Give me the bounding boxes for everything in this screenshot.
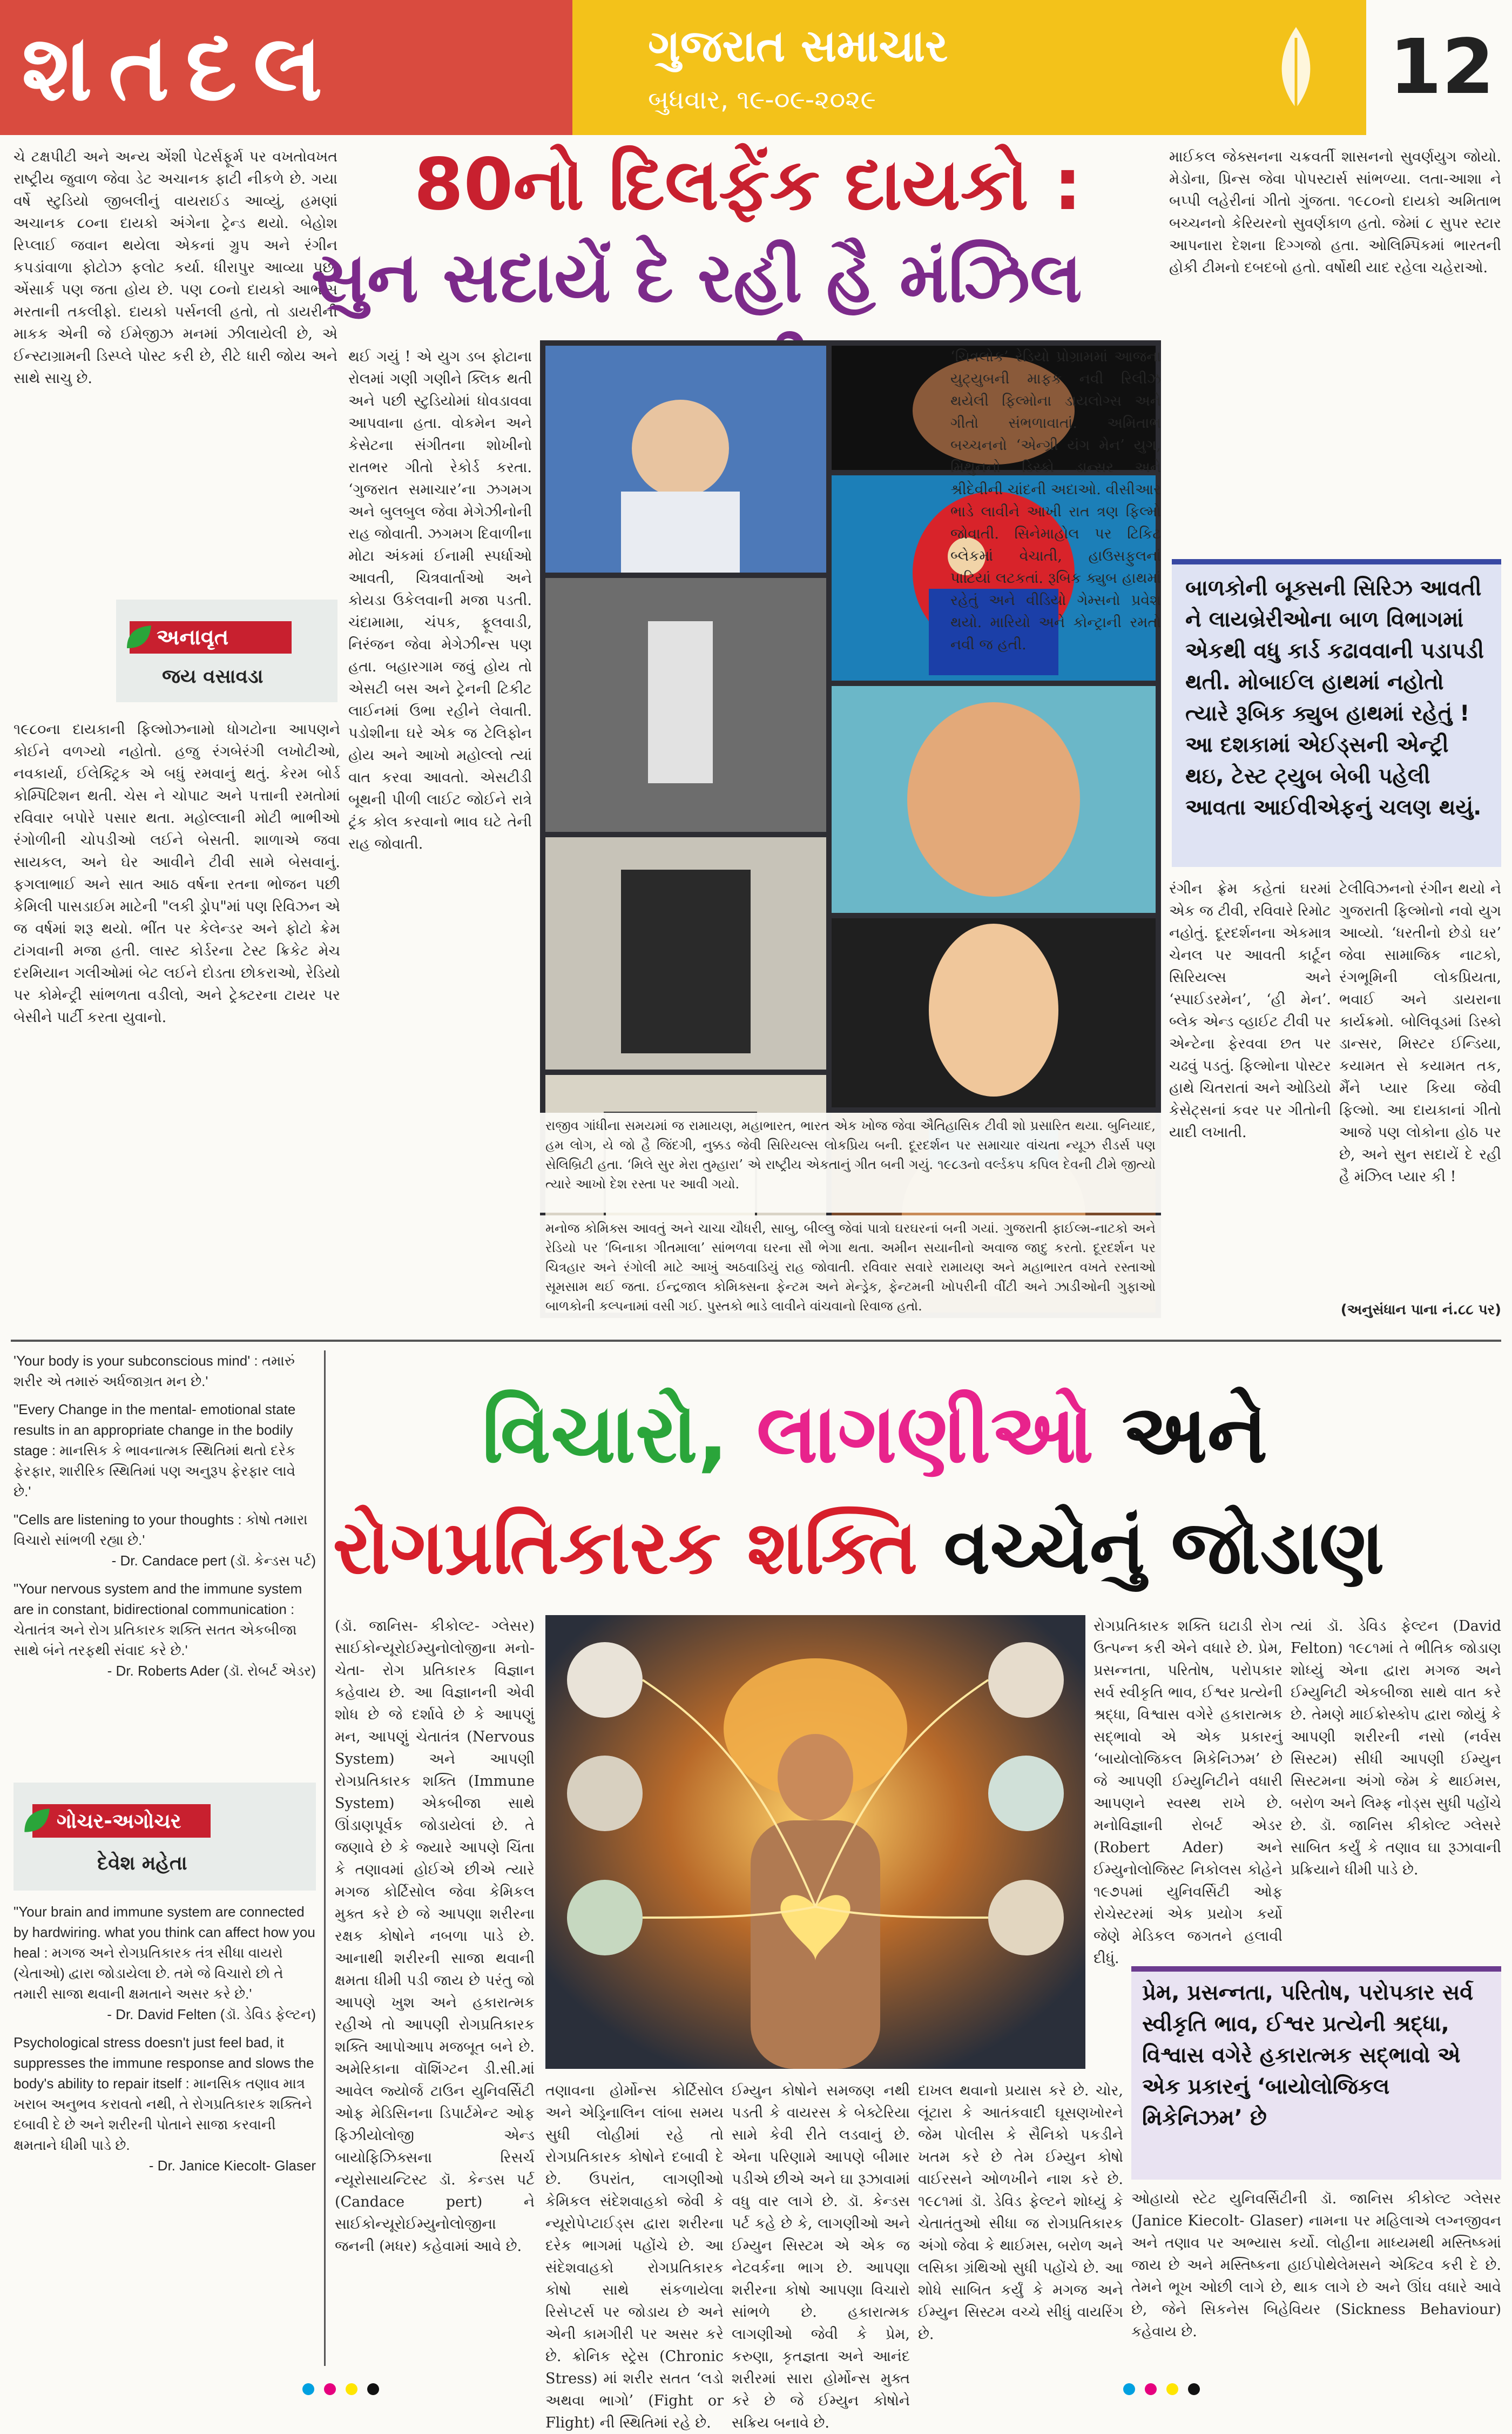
- quote-4: "Your nervous system and the immune system are in constant, bidirectional communication : ચેતાતંત્ર અને રોગ પ્રતિકારક શક્તિ સતત એકબીજા સાથે બંને તરફથી સંવાદ કરે છે.': [14, 1581, 302, 1658]
- black-dot: [367, 2383, 379, 2395]
- article1-col6-bottom: રંગીન ફ્રેમ કહેતાં ઘરમાં એક જ ટીવી, રવિવારે રિમોટ નહોતું. દૂરદર્શનના એકમાત્ર ચેનલ પર આવતી કાર્ટૂન સિરિયલ્સ અને ‘સ્પાઈડરમેન’, ‘હી મેન’. બ્લેક એન્ડ વ્હાઈટ ટીવી પર એન્ટેના ફેરવવા છત પર ચઢવું પડતું. ફિલ્મોના પોસ્ટર હાથે ચિતરાતાં અને ઓડિયો કેસેટ્સનાં કવર પર ગીતોની યાદી લખાતી.: [1169, 880, 1331, 1141]
- article2-col8: ઓહાયો સ્ટેટ યુનિવર્સિટીની ડૉ. જાનિસ કીકોલ્ટ ગ્લેસર (Janice Kiecolt- Glaser) નામના પર મહિલાએ લગ્નજીવન અને તણાવ પર અભ્યાસ કર્યો. લોહીના માધ્યમથી મસ્તિષ્કમાં જાય છે અને મસ્તિષ્કના હાઈપોથેલેમસને એક્ટિવ કરી દે છે. તેમને ભૂખ ઓછી લાગે છે, થાક લાગે છે અને ઊંઘ વધારે આવે છે, જેને સિકનેસ બિહેવિયર (Sickness Behaviour) કહેવાય છે.: [1131, 2190, 1501, 2340]
- quote-5-author: - Dr. David Felten (ડૉ. ડેવિડ ફેલ્ટન): [107, 2006, 316, 2022]
- quote-3: "Cells are listening to your thoughts : કોષો તમારા વિચારો સાંભળી રહ્યા છે.': [14, 1511, 308, 1548]
- cyan-dot-2: [1123, 2383, 1135, 2395]
- brain-illustration-graphic: [545, 1615, 1085, 2069]
- column-label: અનાવૃત: [157, 625, 229, 650]
- article1-col1-lead: [14, 465, 343, 573]
- issue-date: બુધવાર, ૧૯-૦૯-૨૦૨૯: [648, 85, 876, 115]
- article1-col2: થઈ ગયું ! એ યુગ ડબ ફોટાના રોલમાં ગણી ગણીને ક્લિક થતી અને પછી સ્ટુડિયોમાં ધોવડાવવા આપવાના હતા. વોકમેન અને કેસેટના સંગીતના શોખીનો રાતભર ગીતો રેકોર્ડ કરતા. ‘ગુજરાત સમાચાર’ના ઝગમગ અને બુલબુલ જેવા મેગેઝીનોની રાહ જોવાતી. ઝગમગ દિવાળીના મોટા અંકમાં ઈનામી સ્પર્ધાઓ આવતી, ચિત્રવાર્તાઓ અને કોયડા ઉકેલવાની મજા પડતી. ચંદામામા, ચંપક, ફૂલવાડી, નિરંજન જેવા મેગેઝીન્સ પણ હતા. બહારગામ જવું હોય તો એસટી બસ અને ટ્રેનની ટિકીટ લાઈનમાં ઉભા રહીને લેવાતી. પડોશીના ઘરે એક જ ટેલિફોન હોય અને આખો મહોલ્લો ત્યાં વાત કરવા આવતો. એસટીડી બૂથની પીળી લાઈટ જોઈને રાત્રે ટ્રંક કોલ કરવાનો ભાવ ઘટે તેની રાહ જોવાતી.: [348, 348, 532, 852]
- article1-col5: રાજીવ ગાંધીના સમયમાં જ રામાયણ, મહાભારત, ભારત એક ખોજ જેવા ઐતિહાસિક ટીવી શો પ્રસારિત થયા. બુનિયાદ, હમ લોગ, યે જો હૈ જિંદગી, નુક્કડ જેવી સિરિયલ્સ લોકપ્રિય બની. દૂરદર્શન પર સમાચાર વાંચતા ન્યૂઝ રીડર્સ પણ સેલિબ્રિટી હતા. ‘મિલે સુર મેરા તુમ્હારા’ એ રાષ્ટ્રીય એકતાનું ગીત બની ગયું. ૧૯૮૩નો વર્લ્ડકપ કપિલ દેવની ટીમે જીત્યો ત્યારે આખો દેશ રસ્તા પર આવી ગયો.: [540, 1113, 1161, 1213]
- section-logo: શતદલ: [22, 14, 339, 122]
- quote-1: 'Your body is your subconscious mind' : તમારું શરીર એ તમારું અર્ધજાગ્રત મન છે.': [14, 1353, 295, 1389]
- article2-col5: દાખલ થવાનો પ્રયાસ કરે છે. ચોર, લૂંટારા કે આતંકવાદી ઘૂસણખોરને જેમ પોલીસ કે સૈનિકો પકડીને ખતમ કરે છે તેમ ઈમ્યુન કોષો વાઈરસને ઓળખીને નાશ કરે છે. ૧૯૮૧માં ડૉ. ડેવિડ ફેલ્ટને શોધ્યું કે ચેતાતંતુઓ સીધા જ રોગપ્રતિકારક અંગો જેવા કે થાઈમસ, બરોળ અને લસિકા ગ્રંથિઓ સુધી પહોંચે છે. આ શોધે સાબિત કર્યું કે મગજ અને ઈમ્યુન સિસ્ટમ વચ્ચે સીધું વાયરિંગ છે.: [918, 2082, 1123, 2343]
- author-name: જય વસાવડા: [162, 665, 264, 688]
- article2-col4: ઈમ્યુન કોષોને સમજણ નથી પડતી કે વાયરસ કે બેક્ટેરિયા સામે કેવી રીતે લડવાનું છે. એના પરિણામે આપણે બીમાર પડીએ છીએ અને ઘા રૂઝાવામાં વધુ વાર લાગે છે. ડૉ. કેન્ડસ પર્ટ કહે છે કે, લાગણીઓ અને ઈમ્યુન સિસ્ટમ એ એક જ નેટવર્કના ભાગ છે. આપણા શરીરના કોષો આપણા વિચારો સાંભળે છે. હકારાત્મક લાગણીઓ જેવી કે પ્રેમ, કરુણા, કૃતજ્ઞતા અને આનંદ શરીરમાં સારા હોર્મોન્સ મુક્ત કરે છે જે ઈમ્યુન કોષોને સક્રિય બનાવે છે.: [732, 2082, 910, 2431]
- quotes-block-2: [14, 1901, 316, 2371]
- brain-immunity-illustration: [545, 1615, 1085, 2069]
- section-divider: [11, 1340, 1501, 1342]
- page-number: 12: [1389, 23, 1495, 111]
- feather-icon: [1258, 22, 1334, 113]
- article1-intro: ચે ટક્ષપીટી અને અન્ય એંશી પેટર્સફૂર્મ પર વખતોવખત રાષ્ટ્રીય જુવાળ જેવા ડેટ અચાનક ફાટી નીકળે છે. ગયા વર્ષે સ્ટુડિયો જીબલીનું વાયરાઈડ આવ્યું, હમણાં અચાનક ૮૦ના દાયકો અંગેના ટ્રેન્ડ થયો. બેહોશ રિપ્લાઈ જવાન થયેલા એકનાં ગ્રુપ અને રંગીન કપડાંવાળા ફોટોઝ ફલોટ કર્યા. ધીરાપુર આવ્યા પછા એંસાર્ક પણ જતા હોય છે. પણ ૮૦નો દાયકો આભાસ મરતાની તકલીફો. દાયકો પર્સનલી હતો, તો ડાયરીની માકક એની જે ઈમેજીઝ મનમાં ઝીલાયેલી છે, એ ઈન્સ્ટાગ્રામની ડિસ્પ્લે પોસ્ટ કરી છે, રીટે ધારી જોય અને સાથે સાચુ છે.: [14, 149, 338, 387]
- article2-callout: પ્રેમ, પ્રસન્નતા, પરિતોષ, પરોપકાર સર્વ સ્વીકૃતિ ભાવ, ઈશ્વર પ્રત્યેની શ્રદ્ધા, વિશ્વાસ વગેરે હકારાત્મક સદ્ભાવો એ એક પ્રકારનું ‘બાયોલોજિકલ મિકેનિઝમ’ છે: [1142, 1980, 1474, 2130]
- headline-word-and: અને: [1122, 1387, 1268, 1481]
- column-label-2: ગોચર-અગોચર: [57, 1809, 181, 1833]
- headline-word-emotions: લાગણીઓ: [756, 1387, 1094, 1481]
- magenta-dot: [324, 2383, 336, 2395]
- yellow-dot: [346, 2383, 357, 2395]
- article1-callout: બાળકોની બૂક્સની સિરિઝ આવતી ને લાયબ્રેરીઓના બાળ વિભાગમાં એકથી વધુ કાર્ડ કઢાવવાની પડાપડી થતી. મોબાઈલ હાથમાં નહોતો ત્યારે રૂબિક ક્યુબ હાથમાં રહેતું ! આ દશકામાં એઈડ્સની એન્ટ્રી થઇ, ટેસ્ટ ટ્યુબ બેબી પહેલી આવતા આઈવીએફનું ચલણ થયું.: [1185, 576, 1484, 820]
- article2-col7: ત્યાં ડૉ. ડેવિડ ફેલ્ટન (David Felton) ૧૯૮૧માં તે ભીતિક જોડાણ શોધ્યું એના દ્વારા મગજ અને ઈમ્યુનિટી એકબીજા સાથે વાત કરે છે. તેમણે માઈક્રોસ્કોપ દ્વારા જોયું કે આપણી શરીરની નસો (નર્વસ સિસ્ટમ) સીધી આપણી ઈમ્યુન સિસ્ટમના અંગો જેમ કે થાઈમસ, બરોળ અને લિમ્ફ નોડ્સ સુધી પહોંચે છે. ડૉ. જાનિસ કીકોલ્ટ ગ્લેસરે સાબિત કર્યું કે તણાવ ઘા રૂઝાવાની પ્રક્રિયાને ધીમી પાડે છે.: [1291, 1618, 1501, 1878]
- quote-3-author: - Dr. Candace pert (ડૉ. કેન્ડસ પર્ટ): [111, 1552, 316, 1569]
- article2-col6: રોગપ્રતિકારક શક્તિ ઘટાડી રોગ ઉત્પન્ન કરી એને વધારે છે. પ્રેમ, પ્રસન્નતા, પરિતોષ, પરોપકાર સર્વ સ્વીકૃતિ ભાવ, ઈશ્વર પ્રત્યેની શ્રદ્ધા, વિશ્વાસ વગેરે હકારાત્મક સદ્ભાવો એ એક પ્રકારનું ‘બાયોલોજિકલ મિકેનિઝમ’ છે જે આપણી ઈમ્યુનિટીને વધારી આપણને સ્વસ્થ રાખે છે. મનોવિજ્ઞાની રોબર્ટ એડર (Robert Ader) અને ઈમ્યુનોલોજિસ્ટ નિકોલસ કોહેને ૧૯૭૫માં યુનિવર્સિટી ઓફ રોચેસ્ટરમાં એક પ્રયોગ કર્યો જેણે મેડિકલ જગતને હલાવી દીધું.: [1094, 1618, 1282, 1967]
- article1-col7: ટેલીવિઝનનો રંગીન થયો ને ગુજરાતી ફિલ્મોનો નવો યુગ આવ્યો. ‘ધરતીનો છેડો ઘર’ જેવા સામાજિક નાટકો, રંગભૂમિની લોકપ્રિયતા, ભવાઈ અને ડાયરાના કાર્યક્રમો. બોલિવૂડમાં ડિસ્કો ડાન્સર, મિસ્ટર ઈન્ડિયા, કયામત સે કયામત તક, મૈંને પ્યાર કિયા જેવી ફિલ્મો. આ દાયકાનાં ગીતો આજે પણ લોકોના હોઠ પર છે, અને સુન સદાયેં દે રહી હૈ મંઝિલ પ્યાર કી !: [1339, 880, 1501, 1185]
- article1-headline-line2: સુન સદાયેં દે રહી હૈ મંઝિલ: [311, 238, 1082, 318]
- continue-note: (અનુસંધાન પાના નં.૮૮ પર): [1340, 1302, 1501, 1318]
- article1-col1: ૧૯૮૦ના દાયકાની ફિલ્મોઝનામો ધોગટોના આપણને કોઈને વળગ્યો નહોતો. હજુ રંગબેરંગી લખોટીઓ, નવકાર્યા, ઈલેક્ટ્રિક એ બધું રમવાનું થતું. કેરમ બોર્ડ કોમ્પિટિશન થતી. ચેસ ને ચોપાટ અને પત્તાની રમતોમાં રવિવાર બપોરે પસાર થતા. મહોલ્લાની મોટી ભાભીઓ રંગોળીની ચોપડીઓ લઈને બેસતી. શાળાએ જવા સાયકલ, અને ઘેર આવીને ટીવી સામે બેસવાનું. ફગલાભાઈ અને સાત આઠ વર્ષના રતના ભોજન પછી કેમિલી પાસડાઈમ માટેની "લકી ડ્રોપ"માં પણ રિવિઝન એ જ વર્ષમાં શરૂ થયો. ભીંત પર કેલેન્ડર અને ફોટો ક્રેમ ટાંગવાની મજા હતી. લાસ્ટ કોર્ડરના ટેસ્ટ ક્રિકેટ મેચ દરમિયાન ગલીઓમાં બેટ લઈને દોડતા છોકરાઓ, રેડિયો પર કોમેન્ટ્રી સાંભળતા વડીલો, અને ટ્રેક્ટરના ટાયર પર બેસીને પાર્ટી કરતા યુવાનો.: [14, 721, 340, 1026]
- magenta-dot-2: [1145, 2383, 1157, 2395]
- article2-headline-row2: [216, 1491, 1501, 1604]
- article2-headline-row1: [335, 1380, 1415, 1488]
- headline-word-thoughts: વિચારો,: [482, 1387, 728, 1481]
- quote-4-author: - Dr. Roberts Ader (ડૉ. રોબર્ટ એડર): [107, 1663, 316, 1679]
- quote-5: "Your brain and immune system are connected by hardwiring. what you think can affect how you heal : મગજ અને રોગપ્રતિકારક તંત્ર સીધા વાયરો (ચેતાઓ) દ્વારા જોડાયેલા છે. તમે જે વિચારો છો તે તમારી સાજા થવાની ક્ષમતાને અસર કરે છે.': [14, 1904, 315, 2002]
- article1-col4: ‘ચિત્રલોક’ રેડિયો પ્રોગ્રામમાં આજના યુટ્યુબની માફક નવી રિલીઝ થયેલી ફિલ્મોના ડાયલોગ્સ અને ગીતો સંભળાવાતાં. અમિતાભ બચ્ચનનો ‘એન્ગ્રી યંગ મેન’ યુગ, મિથુનનો ડિસ્કો ડાન્સર અને શ્રીદેવીની ચાંદની અદાઓ. વીસીઆર ભાડે લાવીને આખી રાત ત્રણ ફિલ્મો જોવાતી. સિનેમાહોલ પર ટિકિટ બ્લેકમાં વેચાતી, હાઉસફુલનાં પાટિયાં લટકતાં. રૂબિક ક્યુબ હાથમાં રહેતું અને વીડિયો ગેમ્સનો પ્રવેશ થયો. મારિયો અને કોન્ટ્રાની રમતો નવી જ હતી.: [950, 348, 1161, 653]
- article1-headline-line1: 80નો દિલફેંક દાયકો :: [414, 143, 1082, 226]
- quote-6: Psychological stress doesn't just feel bad, it suppresses the immune response and slows the body's ability to repair itself : માનસિક તણાવ માત્ર ખરાબ અનુભવ કરાવતો નથી, તે રોગપ્રતિકારક શક્તિને દબાવી દે છે અને શરીરની પોતાને સાજા કરવાની ક્ષમતાને ધીમી પાડે છે.: [14, 2034, 314, 2153]
- article2-col2: (ડૉ. જાનિસ- કીકોલ્ટ- ગ્લેસર) સાઈકોન્યૂરોઈમ્યુનોલોજીના મનો-ચેતા- રોગ પ્રતિકારક વિજ્ઞાન કહેવાય છે. આ વિજ્ઞાનની એવી શોધ છે જે દર્શાવે છે કે આપણું મન, આપણું ચેતાતંત્ર (Nervous System) અને આપણી રોગપ્રતિકારક શક્તિ (Immune System) એકબીજા સાથે ઊંડાણપૂર્વક જોડાયેલાં છે. તે જણાવે છે કે જ્યારે આપણે ચિંતા કે તણાવમાં હોઈએ છીએ ત્યારે મગજ કોર્ટિસોલ જેવા કેમિકલ મુક્ત કરે છે જે આપણા શરીરના રક્ષક કોષોને નબળા પાડે છે. આનાથી શરીરની સાજા થવાની ક્ષમતા ધીમી પડી જાય છે પરંતુ જો આપણે ખુશ અને હકારાત્મક રહીએ તો આપણી રોગપ્રતિકારક શક્તિ આપોઆપ મજબૂત બને છે. અમેરિકાના વૉશિંગ્ટન ડી.સી.માં આવેલ જ્યોર્જ ટાઉન યુનિવર્સિટી ઓફ મેડિસિનના ડિપાર્ટમેન્ટ ઓફ ફિઝીયોલોજી એન્ડ બાયોફિઝિક્સના રિસર્ચ ન્યૂરોસાયન્ટિસ્ટ ડૉ. કેન્ડસ પર્ટ (Candace pert) ને સાઈકોન્યૂરોઈમ્યુનોલોજીના જનની (મધર) કહેવામાં આવે છે.: [335, 1618, 535, 2255]
- article2-col3: તણાવના હોર્મોન્સ કોર્ટિસોલ અને એડ્રિનાલિન લાંબા સમય સુધી લોહીમાં રહે તો રોગપ્રતિકારક કોષોને દબાવી દે છે. ઉપરાંત, લાગણીઓ કેમિકલ સંદેશવાહકો જેવી કે ન્યૂરોપેપ્ટાઈડ્સ દ્વારા શરીરના દરેક ભાગમાં પહોંચે છે. આ સંદેશવાહકો રોગપ્રતિકારક કોષો સાથે સંકળાયેલા રિસેપ્ટર્સ પર જોડાય છે અને એની કામગીરી પર અસર કરે છે. ક્રોનિક સ્ટ્રેસ (Chronic Stress) માં શરીર સતત ‘લડો અથવા ભાગો’ (Fight or Flight) ની સ્થિતિમાં રહે છે.: [545, 2082, 724, 2431]
- newspaper-name: ગુજરાત સમાચાર: [648, 20, 948, 72]
- print-registration-strip: [0, 2377, 1512, 2402]
- author-name-2: દેવેશ મહેતા: [97, 1852, 187, 1874]
- leaf-icon: [122, 621, 154, 654]
- leaf-icon-2: [19, 1804, 52, 1838]
- cyan-dot: [302, 2383, 314, 2395]
- headline-word-immunity: રોગપ્રતિકારક શક્તિ: [333, 1504, 918, 1591]
- headline-word-connection: વચ્ચેનું જોડાણ: [943, 1504, 1385, 1591]
- black-dot-2: [1188, 2383, 1200, 2395]
- article1-col6-top: માઈકલ જેક્સનના ચક્રવર્તી શાસનનો સુવર્ણયુગ જોયો. મેડોના, પ્રિન્સ જેવા પોપસ્ટાર્સ સાંભળ્યા. લતા-આશા ને બપ્પી લહેરીનાં ગીતો ગુંજતા. ૧૯૮૦નો દાયકો અમિતાભ બચ્ચનનો કેરિયરનો સુવર્ણકાળ હતો. જેમાં ૮ સુપર સ્ટાર આપનારા દેશના દિગ્ગજો હતા. ઓલિમ્પિકમાં ભારતની હોકી ટીમનો દબદબો હતો. વર્ષોથી યાદ રહેલા ચહેરાઓ.: [1169, 149, 1501, 276]
- quote-2: "Every Change in the mental- emotional state results in an appropriate change in the bodily stage : માનસિક કે ભાવનાત્મક સ્થિતિમાં થતો દરેક ફેરફાર, શારીરિક સ્થિતિમાં પણ અનુરૂપ ફેરફાર લાવે છે.': [14, 1401, 296, 1500]
- quote-6-author: - Dr. Janice Kiecolt- Glaser: [148, 2157, 316, 2174]
- yellow-dot-2: [1166, 2383, 1178, 2395]
- article1-col3: મનોજ કોમિક્સ આવતું અને ચાચા ચૌધરી, સાબુ, બીલ્લુ જેવાં પાત્રો ઘરઘરનાં બની ગયાં. ગુજરાતી ફાઈલ્મ-નાટકો અને રેડિયો પર ‘બિનાકા ગીતમાલા’ સાંભળવા ઘરના સૌ ભેગા થતા. અમીન સયાનીનો અવાજ જાદુ કરતો. દૂરદર્શન પર ચિત્રહાર અને રંગોલી માટે આખું અઠવાડિયું રાહ જોવાતી. રવિવાર સવારે રામાયણ અને મહાભારત વખતે રસ્તાઓ સૂમસામ થઈ જતા. ઈન્દ્રજાલ કોમિક્સના ફેન્ટમ અને મેન્ડ્રેક, ફેન્ટમની ખોપરીની વીંટી અને ઝાડીઓની ગુફાઓ બાળકોની કલ્પનામાં વસી ગઈ. પુસ્તકો ભાડે લાવીને વાંચવાનો રિવાજ હતો.: [540, 1215, 1161, 1318]
